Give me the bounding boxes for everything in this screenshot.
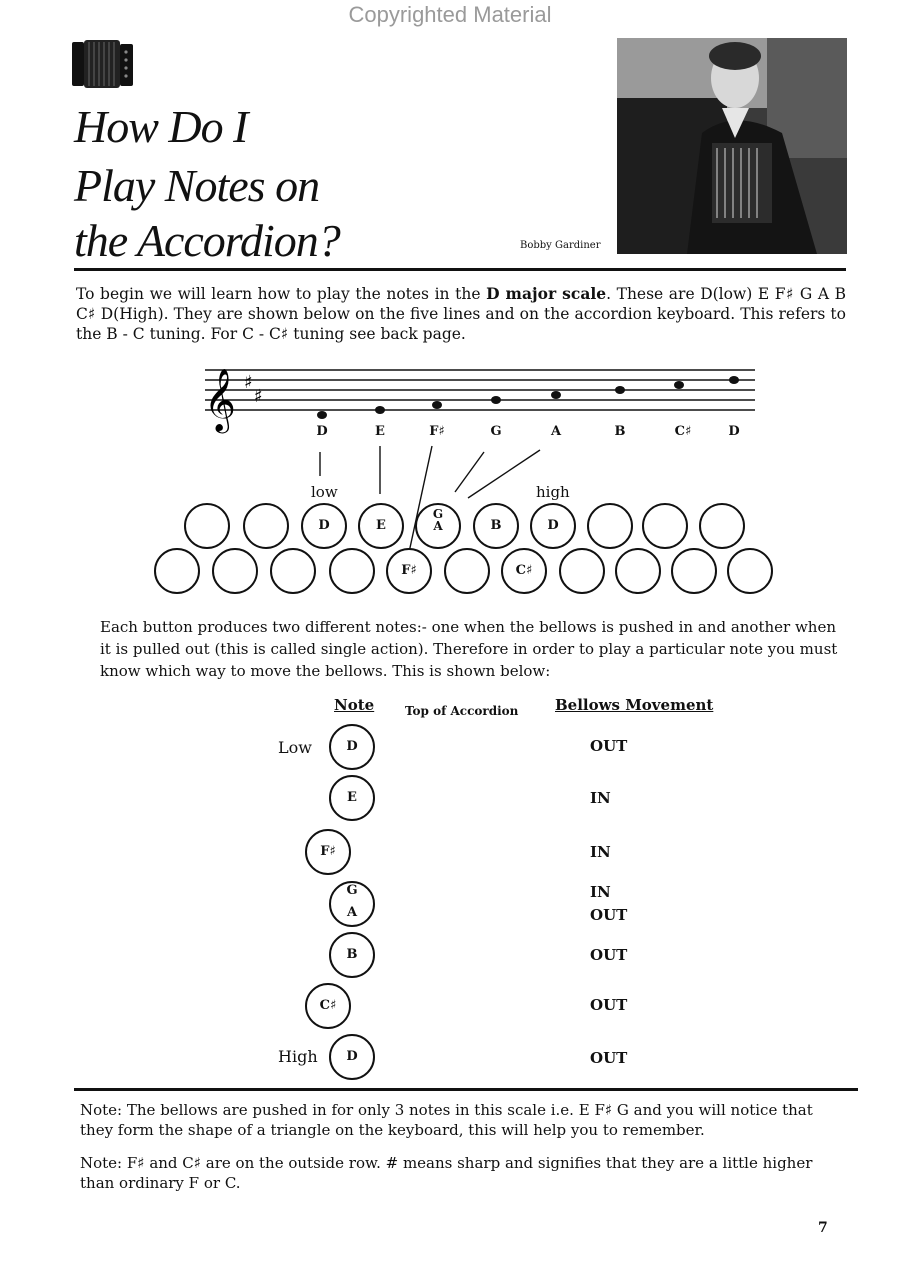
movement-b: OUT [590, 946, 628, 964]
bottom-divider [74, 1088, 858, 1091]
staff-label-d-low: D [316, 424, 328, 439]
staff-label-c-sharp: C♯ [674, 424, 692, 439]
movement-f-sharp: IN [590, 843, 611, 861]
staff-label-d-high: D [728, 424, 740, 439]
movement-d-low: OUT [590, 737, 628, 755]
sharp-sign-f-icon: ♯ [244, 372, 253, 393]
button-e: E [376, 518, 386, 533]
note-head-f-sharp [432, 401, 442, 409]
movement-g: IN [590, 883, 611, 901]
table-note-g: G [346, 883, 358, 898]
page-title-line-3: the Accordion? [74, 215, 340, 266]
table-note-e: E [347, 790, 357, 805]
movement-c-sharp: OUT [590, 996, 628, 1014]
movement-a: OUT [590, 906, 628, 924]
staff-label-b: B [614, 424, 626, 439]
staff-label-a: A [550, 424, 562, 439]
note-head-a [551, 391, 561, 399]
note-triangle: Note: The bellows are pushed in for only 3 notes in this scale i.e. E F♯ G and you will notice that they form the shape of a triangle on the keyboard, this will help you to remember. [80, 1101, 813, 1139]
note-head-b [615, 386, 625, 394]
button-f-sharp: F♯ [401, 563, 417, 578]
table-note-b: B [346, 947, 358, 962]
treble-clef-icon: 𝄞 [204, 368, 236, 431]
photo-caption: Bobby Gardiner [520, 240, 601, 251]
row-label-low: Low [278, 738, 312, 757]
table-note-f-sharp: F♯ [320, 844, 336, 859]
button-c-sharp: C♯ [515, 563, 533, 578]
button-d-low: D [318, 518, 330, 533]
note-head-d-high [729, 376, 739, 384]
button-g-a: G A [432, 507, 444, 533]
keyboard-high-label: high [536, 483, 570, 501]
table-note-c-sharp: C♯ [319, 998, 337, 1013]
table-note-d-low: D [346, 739, 358, 754]
note-head-c-sharp [674, 381, 684, 389]
staff-label-e: E [375, 424, 385, 439]
staff-label-g: G [490, 424, 502, 439]
note-head-e [375, 406, 385, 414]
note-head-g [491, 396, 501, 404]
table-note-a: A [346, 905, 358, 920]
page-title-line-2: Play Notes on [74, 160, 320, 211]
column-header-top-of-accordion: Top of Accordion [405, 704, 519, 718]
intro-paragraph: To begin we will learn how to play the notes in the D major scale. These are D(low) E F♯ G A B C♯ D(High). They are shown below on the five lines and on the accordion keyboard. This refers to the B - C tuning. For C - C♯ tuning see back page. [76, 284, 846, 343]
explanation-paragraph: Each button produces two different notes:- one when the bellows is pushed in and another when it is pulled out (this is called single action). Therefore in order to play a particular note you must know which way to move the bellows. This is shown below: [100, 618, 838, 680]
row-label-high: High [278, 1047, 318, 1066]
musician-photo [617, 38, 847, 254]
column-header-bellows-movement: Bellows Movement [555, 696, 714, 714]
keyboard-low-label: low [311, 483, 338, 501]
note-head-d-low [317, 411, 327, 419]
button-d-high: D [547, 518, 559, 533]
note-sharps: Note: F♯ and C♯ are on the outside row. # means sharp and signifies that they are a little higher than ordinary F or C. [80, 1154, 813, 1192]
table-note-d-high: D [346, 1049, 358, 1064]
page-title-line-1: How Do I [74, 101, 248, 152]
column-header-note: Note [334, 696, 375, 714]
top-divider [74, 268, 846, 271]
movement-d-high: OUT [590, 1049, 628, 1067]
copyright-watermark: Copyrighted Material [348, 2, 552, 27]
staff-label-f-sharp: F♯ [429, 424, 445, 439]
page-number: 7 [818, 1220, 828, 1236]
sharp-sign-c-icon: ♯ [254, 386, 263, 407]
button-b: B [490, 518, 502, 533]
accordion-icon [70, 36, 136, 94]
movement-e: IN [590, 789, 611, 807]
